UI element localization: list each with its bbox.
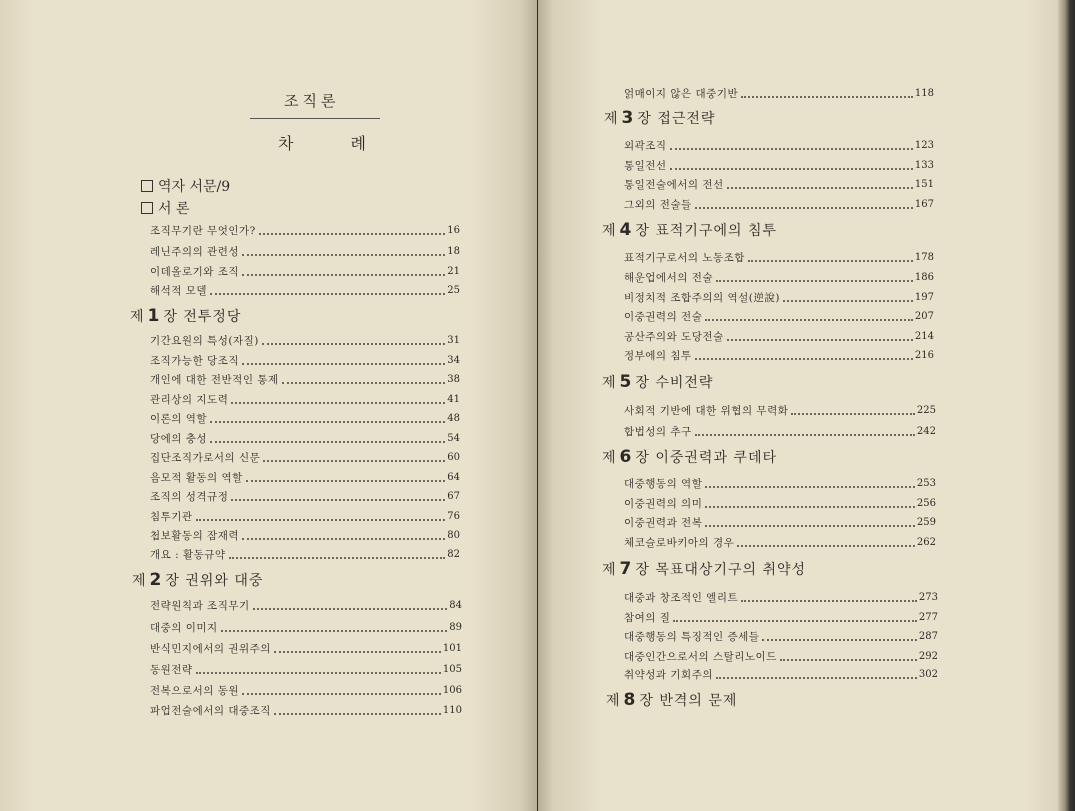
entry-page: 54 [447, 433, 460, 444]
chapter-prefix: 제 [602, 562, 617, 578]
leader-dots [791, 413, 915, 415]
toc-entry [624, 496, 936, 512]
entry-page: 151 [914, 179, 934, 190]
entry-title: 이중권력의 전술 [624, 311, 703, 323]
entry-title: 침투기관 [150, 511, 193, 523]
chapter-heading-6 [602, 447, 777, 467]
entry-page: 262 [916, 537, 936, 548]
entry-title: 정부에의 침투 [624, 350, 692, 362]
chapter-title: 이중권력과 쿠데타 [655, 450, 778, 466]
entry-page: 225 [916, 405, 936, 416]
leader-dots [727, 187, 913, 189]
entry-title: 비정치적 조합주의의 역설(逆說) [624, 292, 780, 304]
chapter-heading-1 [130, 306, 241, 326]
leader-dots [705, 525, 915, 527]
entry-page: 178 [914, 252, 934, 263]
entry-page: 34 [447, 355, 460, 366]
entry-page: 242 [916, 426, 936, 437]
leader-dots [695, 434, 915, 436]
chapter-heading-3 [604, 108, 715, 128]
toc-entry [624, 309, 934, 325]
entry-title: 반식민지에서의 권위주의 [150, 643, 271, 655]
entry-page: 118 [914, 88, 934, 99]
entry-page: 277 [918, 612, 938, 623]
leader-dots [748, 260, 913, 262]
leader-dots [231, 499, 445, 501]
chapter-suffix: 장 [635, 223, 650, 239]
entry-page: 60 [447, 452, 460, 463]
entry-title: 조직무기란 무엇인가? [150, 225, 256, 237]
entry-title: 개요 : 활동규약 [150, 549, 226, 561]
chapter-heading-7 [602, 559, 806, 579]
leader-dots [716, 677, 917, 679]
entry-page: 67 [447, 491, 460, 502]
entry-title: 음모적 활동의 역할 [150, 472, 243, 484]
toc-entry [150, 333, 460, 349]
entry-page: 110 [442, 705, 462, 716]
leader-dots [246, 480, 445, 482]
chapter-number: 2 [149, 570, 163, 590]
chapter-heading-5 [602, 372, 713, 392]
entry-page: 214 [914, 331, 934, 342]
leader-dots [705, 486, 915, 488]
entry-title: 이론의 역할 [150, 413, 208, 425]
toc-entry [150, 392, 460, 408]
entry-title: 조직의 성격규정 [150, 491, 229, 503]
chapter-title: 접근전략 [657, 111, 716, 127]
entry-page: 133 [914, 160, 934, 171]
entry-page: 287 [918, 631, 938, 642]
toc-entry [624, 403, 936, 419]
toc-entry [624, 515, 936, 531]
entry-title: 당에의 충성 [150, 433, 208, 445]
chapter-title: 반격의 문제 [659, 693, 738, 709]
chapter-number: 7 [619, 559, 633, 579]
entry-page: 259 [916, 517, 936, 528]
toc-entry [624, 290, 934, 306]
entry-title: 대중행동의 특징적인 증세들 [624, 631, 760, 643]
leader-dots [210, 421, 445, 423]
toc-entry [150, 509, 460, 525]
front-item-introduction [141, 198, 190, 218]
chapter-title: 표적기구에의 침투 [655, 223, 778, 239]
toc-entry [624, 250, 934, 266]
leader-dots [262, 343, 445, 345]
entry-page: 292 [918, 651, 938, 662]
entry-title: 해운업에서의 전술 [624, 272, 713, 284]
toc-entry [624, 590, 938, 606]
leader-dots [210, 441, 445, 443]
entry-title: 이데올로기와 조직 [150, 266, 239, 278]
toc-entry [150, 470, 460, 486]
front-item-preface [141, 176, 230, 196]
chapter-number: 3 [621, 108, 635, 128]
title-rule [250, 118, 380, 119]
entry-title: 대중인간으로서의 스탈리노이드 [624, 651, 777, 663]
entry-title: 취약성과 기회주의 [624, 669, 713, 681]
entry-page: 18 [447, 246, 460, 257]
chapter-prefix: 제 [130, 309, 145, 325]
entry-page: 167 [914, 199, 934, 210]
leader-dots [705, 319, 913, 321]
leader-dots [737, 545, 915, 547]
leader-dots [783, 300, 913, 302]
leader-dots [762, 639, 917, 641]
entry-title: 이중권력의 의미 [624, 498, 703, 510]
chapter-number: 1 [147, 306, 161, 326]
entry-page: 302 [918, 669, 938, 680]
toc-entry [150, 547, 460, 563]
entry-page: 16 [447, 225, 460, 236]
toc-entry [624, 177, 934, 193]
leader-dots [741, 600, 917, 602]
chapter-suffix: 장 [635, 375, 650, 391]
entry-title: 조직가능한 당조직 [150, 355, 239, 367]
entry-title: 얽매이지 않은 대중기반 [624, 88, 739, 100]
chapter-suffix: 장 [637, 111, 652, 127]
leader-dots [242, 254, 445, 256]
entry-title: 레닌주의의 관련성 [150, 246, 239, 258]
toc-entry [624, 86, 934, 102]
toc-entry [624, 158, 934, 174]
book-edge [1058, 0, 1075, 811]
entry-page: 48 [447, 413, 460, 424]
front-item-label: 서 론 [158, 201, 190, 217]
chapter-heading-4 [602, 220, 777, 240]
toc-entry [150, 283, 460, 299]
entry-page: 123 [914, 140, 934, 151]
leader-dots [231, 402, 445, 404]
checkbox-icon [141, 180, 153, 192]
entry-page: 106 [442, 685, 462, 696]
toc-entry [150, 244, 460, 260]
chapter-title: 전투정당 [183, 309, 242, 325]
leader-dots [263, 460, 445, 462]
entry-title: 참여의 질 [624, 612, 671, 624]
entry-page: 84 [449, 600, 462, 611]
entry-page: 64 [447, 472, 460, 483]
chapter-suffix: 장 [163, 309, 178, 325]
entry-page: 80 [447, 530, 460, 541]
entry-title: 이중권력과 전복 [624, 517, 703, 529]
toc-entry [150, 431, 460, 447]
leader-dots [242, 274, 445, 276]
chapter-prefix: 제 [602, 375, 617, 391]
entry-page: 216 [914, 350, 934, 361]
toc-entry [624, 270, 934, 286]
entry-title: 공산주의와 도당전술 [624, 331, 724, 343]
toc-entry [150, 411, 460, 427]
entry-title: 외곽조직 [624, 140, 667, 152]
leader-dots [780, 659, 917, 661]
leader-dots [221, 630, 448, 632]
chapter-prefix: 제 [602, 223, 617, 239]
chapter-prefix: 제 [132, 573, 147, 589]
toc-entry [150, 620, 462, 636]
leader-dots [274, 651, 441, 653]
toc-entry [624, 348, 934, 364]
entry-title: 파업전술에서의 대중조직 [150, 705, 271, 717]
entry-title: 그외의 전술들 [624, 199, 692, 211]
toc-entry [624, 610, 938, 626]
toc-entry [624, 424, 936, 440]
entry-page: 21 [447, 266, 460, 277]
toc-entry [150, 223, 460, 239]
toc-entry [624, 535, 936, 551]
entry-page: 41 [447, 394, 460, 405]
entry-page: 25 [447, 285, 460, 296]
toc-entry [624, 667, 938, 683]
leader-dots [673, 620, 916, 622]
entry-page: 253 [916, 478, 936, 489]
chapter-heading-8 [606, 690, 737, 710]
entry-title: 표적기구로서의 노동조합 [624, 252, 745, 264]
leader-dots [282, 382, 446, 384]
leader-dots [229, 557, 446, 559]
leader-dots [695, 207, 913, 209]
toc-entry [150, 450, 460, 466]
entry-title: 동원전략 [150, 664, 193, 676]
entry-page: 207 [914, 311, 934, 322]
toc-entry [624, 329, 934, 345]
toc-entry [150, 353, 460, 369]
leader-dots [242, 363, 445, 365]
toc-entry [150, 264, 460, 280]
leader-dots [670, 148, 913, 150]
leader-dots [705, 506, 915, 508]
leader-dots [196, 519, 446, 521]
chapter-title: 권위와 대중 [185, 573, 264, 589]
entry-page: 76 [447, 511, 460, 522]
chapter-prefix: 제 [604, 111, 619, 127]
toc-entry [150, 662, 462, 678]
toc-entry [150, 641, 462, 657]
chapter-prefix: 제 [602, 450, 617, 466]
entry-title: 기간요원의 특성(자질) [150, 335, 259, 347]
toc-entry [150, 372, 460, 388]
leader-dots [196, 672, 441, 674]
front-item-label: 역자 서문/9 [158, 179, 231, 195]
chapter-number: 5 [619, 372, 633, 392]
book-title: 조직론 [284, 92, 340, 110]
chapter-number: 6 [619, 447, 633, 467]
entry-page: 273 [918, 592, 938, 603]
entry-page: 101 [442, 643, 462, 654]
leader-dots [741, 96, 913, 98]
entry-title: 개인에 대한 전반적인 통제 [150, 374, 279, 386]
entry-page: 197 [914, 292, 934, 303]
leader-dots [259, 233, 446, 235]
entry-title: 첩보활동의 잠재력 [150, 530, 239, 542]
leader-dots [716, 280, 913, 282]
toc-entry [150, 703, 462, 719]
entry-title: 통일전술에서의 전선 [624, 179, 724, 191]
chapter-suffix: 장 [635, 562, 650, 578]
entry-page: 31 [447, 335, 460, 346]
chapter-title: 목표대상기구의 취약성 [655, 562, 807, 578]
leader-dots [670, 168, 913, 170]
entry-page: 186 [914, 272, 934, 283]
leader-dots [274, 713, 441, 715]
leader-dots [242, 538, 445, 540]
toc-entry [150, 489, 460, 505]
checkbox-icon [141, 202, 153, 214]
entry-title: 관리상의 지도력 [150, 394, 229, 406]
entry-title: 해석적 모델 [150, 285, 208, 297]
chapter-suffix: 장 [165, 573, 180, 589]
entry-title: 체코슬로바키아의 경우 [624, 537, 735, 549]
entry-title: 전복으로서의 동원 [150, 685, 239, 697]
toc-entry [150, 528, 460, 544]
chapter-number: 8 [623, 690, 637, 710]
toc-entry [150, 683, 462, 699]
entry-page: 82 [447, 549, 460, 560]
leader-dots [210, 293, 445, 295]
chapter-suffix: 장 [639, 693, 654, 709]
chapter-suffix: 장 [635, 450, 650, 466]
toc-entry [624, 629, 938, 645]
toc-entry [150, 598, 462, 614]
entry-title: 대중의 이미지 [150, 622, 218, 634]
entry-title: 집단조직가로서의 신문 [150, 452, 261, 464]
leader-dots [695, 358, 913, 360]
entry-title: 대중행동의 역할 [624, 478, 703, 490]
chapter-title: 수비전략 [655, 375, 714, 391]
entry-page: 89 [449, 622, 462, 633]
entry-title: 전략원칙과 조직무기 [150, 600, 250, 612]
entry-title: 통일전선 [624, 160, 667, 172]
leader-dots [242, 693, 441, 695]
chapter-heading-2 [132, 570, 263, 590]
chapter-prefix: 제 [606, 693, 621, 709]
entry-title: 합법성의 추구 [624, 426, 692, 438]
leader-dots [253, 608, 448, 610]
contents-heading: 차 례 [278, 134, 392, 153]
entry-page: 256 [916, 498, 936, 509]
entry-title: 사회적 기반에 대한 위협의 무력화 [624, 405, 789, 417]
toc-entry [624, 649, 938, 665]
toc-entry [624, 476, 936, 492]
toc-entry [624, 197, 934, 213]
entry-title: 대중과 창조적인 엘리트 [624, 592, 739, 604]
entry-page: 105 [442, 664, 462, 675]
leader-dots [727, 339, 913, 341]
entry-page: 38 [447, 374, 460, 385]
chapter-number: 4 [619, 220, 633, 240]
toc-entry [624, 138, 934, 154]
